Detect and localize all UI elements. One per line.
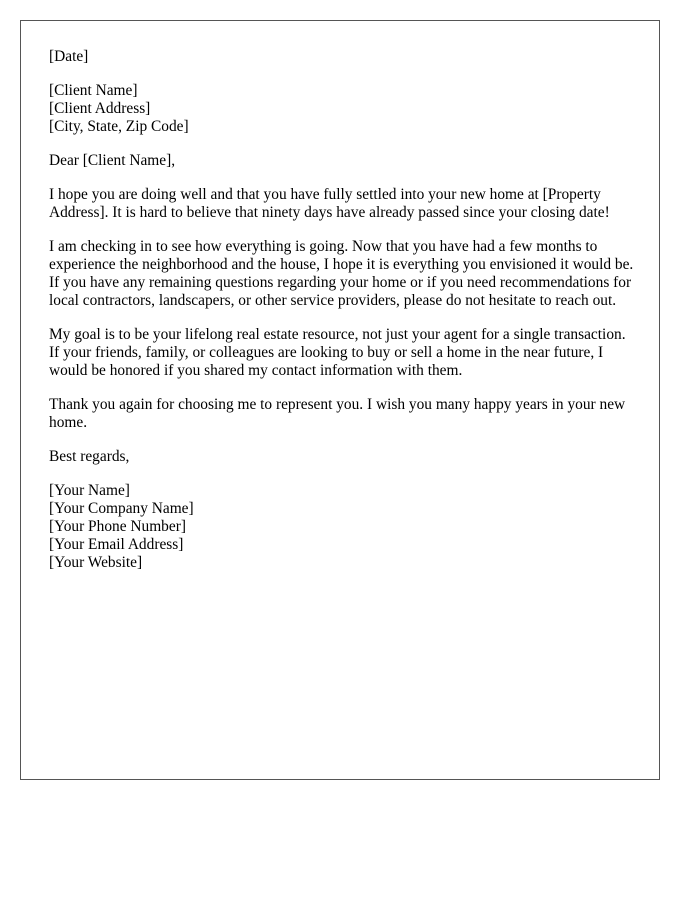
closing: Best regards, — [49, 448, 130, 465]
signature-name: [Your Name] — [49, 482, 130, 499]
paragraph-thanks: Thank you again for choosing me to represent you. I wish you many happy years in your new home. — [49, 396, 626, 431]
recipient-address: [Client Address] — [49, 100, 151, 117]
salutation-block — [49, 152, 634, 170]
recipient-block — [49, 82, 634, 136]
salutation: Dear [Client Name], — [49, 152, 176, 169]
signature-email: [Your Email Address] — [49, 536, 184, 553]
signature-phone: [Your Phone Number] — [49, 518, 186, 535]
recipient-name: [Client Name] — [49, 82, 138, 99]
paragraph-intro: I hope you are doing well and that you have fully settled into your new home at [Property Address]. It is hard to believe that ninety days have already passed since your closing date! — [49, 186, 610, 221]
closing-block — [49, 448, 634, 466]
paragraph-referral: My goal is to be your lifelong real estate resource, not just your agent for a single transaction. If your friends, family, or colleagues are looking to buy or sell a home in the near future, I would be honored if you shared my contact information with them. — [49, 326, 626, 379]
letter-body — [49, 48, 634, 588]
signature-company: [Your Company Name] — [49, 500, 194, 517]
recipient-city-state-zip: [City, State, Zip Code] — [49, 118, 189, 135]
signature-block — [49, 482, 634, 572]
signature-website: [Your Website] — [49, 554, 143, 571]
date-block — [49, 48, 634, 66]
letter-page — [20, 20, 660, 780]
letter-date: [Date] — [49, 48, 89, 65]
paragraph-checkin: I am checking in to see how everything is going. Now that you have had a few months to experience the neighborhood and the house, I hope it is everything you envisioned it would be. If you have any remaining questions regarding your home or if you need recommendations for local contractors, landscapers, or other service providers, please do not hesitate to reach out. — [49, 238, 634, 309]
